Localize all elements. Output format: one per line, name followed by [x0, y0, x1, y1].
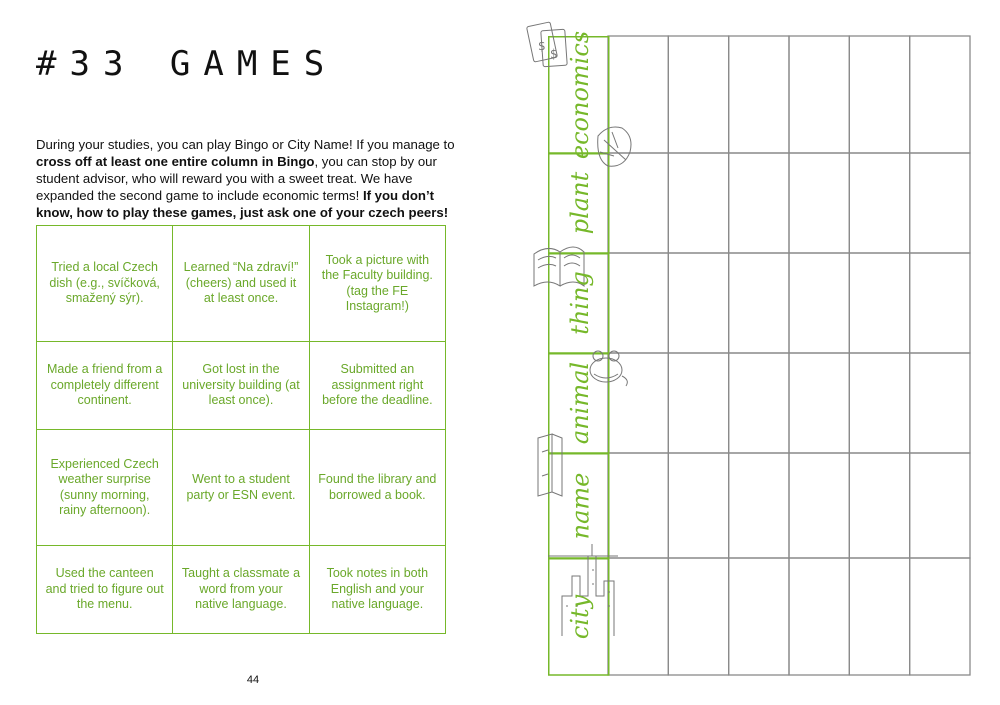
category-label-economics: economics — [566, 30, 595, 159]
grid-cell — [910, 353, 970, 453]
monstera-leaf-icon — [598, 127, 631, 166]
grid-cell — [789, 353, 849, 453]
grid-cell — [729, 453, 789, 558]
grid-cell — [729, 253, 789, 353]
intro-text — [36, 136, 456, 221]
grid-cell — [910, 558, 970, 675]
grid-cell — [668, 558, 728, 675]
grid-cell — [608, 353, 668, 453]
grid-cell — [608, 453, 668, 558]
grid-cell — [849, 153, 909, 253]
bingo-cell[interactable]: Made a friend from a completely different continent. — [37, 342, 173, 430]
grid-cell — [910, 36, 970, 153]
bingo-cell[interactable]: Used the canteen and tried to figure out the menu. — [37, 546, 173, 634]
grid-cell — [789, 558, 849, 675]
intro-text-part-2: , you can stop by our student advisor, who will reward you with a sweet treat. We have expanded the second game to include economic terms! — [36, 154, 437, 203]
grid-cell — [729, 36, 789, 153]
intro-text-part-1: During your studies, you can play Bingo or City Name! If you manage to — [36, 137, 455, 152]
bingo-row — [37, 429, 446, 545]
bingo-row — [37, 342, 446, 430]
grid-cell — [849, 36, 909, 153]
svg-text:$: $ — [538, 39, 546, 53]
city-name-grid — [538, 30, 970, 675]
svg-text:$: $ — [550, 47, 558, 61]
city-name-grid-lines — [538, 36, 970, 675]
bingo-cell[interactable]: Went to a student party or ESN event. — [173, 429, 309, 545]
grid-cell — [729, 558, 789, 675]
money-icon — [527, 22, 568, 67]
grid-cell — [849, 558, 909, 675]
grid-cell — [910, 453, 970, 558]
grid-cell — [668, 253, 728, 353]
bingo-row — [37, 226, 446, 342]
bingo-cell[interactable]: Learned “Na zdraví!” (cheers) and used it at least once. — [173, 226, 309, 342]
grid-cell — [608, 36, 668, 153]
bingo-cell[interactable]: Found the library and borrowed a book. — [309, 429, 445, 545]
grid-cell — [789, 453, 849, 558]
grid-cell — [668, 353, 728, 453]
grid-cell — [608, 153, 668, 253]
bingo-cell[interactable]: Experienced Czech weather surprise (sunny morning, rainy afternoon). — [37, 429, 173, 545]
grid-cell — [849, 453, 909, 558]
page-number: 44 — [246, 674, 260, 686]
category-label-city: city — [566, 594, 595, 639]
bingo-row — [37, 546, 446, 634]
bingo-cell[interactable]: Tried a local Czech dish (e.g., svíčková, smažený sýr). — [37, 226, 173, 342]
grid-cell — [789, 36, 849, 153]
grid-cell — [729, 153, 789, 253]
bingo-cell[interactable]: Taught a classmate a word from your native language. — [173, 546, 309, 634]
category-label-plant: plant — [566, 171, 595, 235]
bingo-cell[interactable]: Submitted an assignment right before the deadline. — [309, 342, 445, 430]
name-tag-icon — [538, 434, 562, 496]
bingo-cell[interactable]: Took notes in both English and your native language. — [309, 546, 445, 634]
bingo-cell[interactable]: Took a picture with the Faculty building. (tag the FE Instagram!) — [309, 226, 445, 342]
grid-cell — [910, 153, 970, 253]
grid-cell — [789, 153, 849, 253]
grid-cell — [668, 36, 728, 153]
grid-cell — [910, 253, 970, 353]
grid-cell — [668, 153, 728, 253]
page-title: #33 GAMES — [36, 44, 338, 84]
grid-cell — [608, 253, 668, 353]
category-label-animal: animal — [566, 361, 595, 445]
bingo-cell[interactable]: Got lost in the university building (at least once). — [173, 342, 309, 430]
grid-cell — [849, 253, 909, 353]
intro-bold-bingo-rule: cross off at least one entire column in Bingo — [36, 154, 315, 169]
bingo-card — [36, 225, 446, 634]
intro-bold-ask-peers: If you don’t know, how to play these games, just ask one of your czech peers! — [36, 188, 449, 220]
category-label-name: name — [565, 472, 594, 539]
grid-cell — [789, 253, 849, 353]
grid-cell — [729, 353, 789, 453]
category-label-thing: thing — [565, 271, 594, 335]
grid-cell — [668, 453, 728, 558]
grid-cell — [608, 558, 668, 675]
grid-cell — [849, 353, 909, 453]
